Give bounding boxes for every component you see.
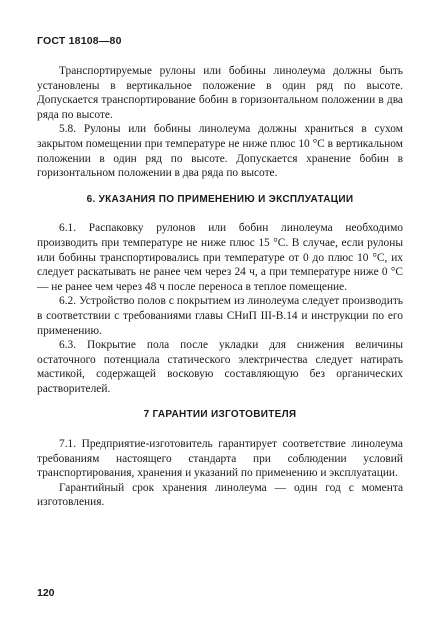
paragraph-6-2: 6.2. Устройство полов с покрытием из линолеума следует производить в соответствии с требованиями главы СНиП III-В.14 и инструкции по его применению. <box>37 295 403 337</box>
paragraph-warranty: Гарантийный срок хранения линолеума — один год с момента изготовления. <box>37 481 403 509</box>
document-header: ГОСТ 18108—80 <box>37 35 122 47</box>
section-6-title: 6. УКАЗАНИЯ ПО ПРИМЕНЕНИЮ И ЭКСПЛУАТАЦИИ <box>86 193 354 205</box>
paragraph-7-1: 7.1. Предприятие-изготовитель гарантирует соответствие линолеума требованиям настоящего стандарта при соблюдении условий транспортирования, хранения и указаний по применению и эксплуатации. <box>37 438 403 480</box>
paragraph-transport: Транспортируемые рулоны или бобины линолеума должны быть установлены в вертикальное положение в один ряд по высоте. Допускается транспортирование бобин в горизонтальном положении в два ряда по высоте. <box>37 65 403 121</box>
page-number: 120 <box>37 587 55 599</box>
document-body <box>37 64 403 510</box>
paragraph-5-8: 5.8. Рулоны или бобины линолеума должны храниться в сухом закрытом помещении при температуре не ниже плюс 10 °С в вертикальном положении в один ряд по высоте. Допускается хранение бобин в горизонтальном положении в два ряда по высоте. <box>37 123 403 180</box>
paragraph-6-1: 6.1. Распаковку рулонов или бобин линолеума необходимо производить при температуре не ниже плюс 15 °С. В случае, если рулоны или бобины транспортировались при температуре от 0 до плюс 10 °С, их следует раскатывать не ранее чем через 24 ч, а при температуре ниже 0 °С — не ранее чем через 48 ч после переноса в теплое помещение. <box>37 222 403 293</box>
section-7-title: 7 ГАРАНТИИ ИЗГОТОВИТЕЛЯ <box>143 409 297 421</box>
paragraph-6-3: 6.3. Покрытие пола после укладки для снижения величины остаточного потенциала статического электричества следует натирать мастикой, содержащей восковую составляющую без органических растворителей. <box>37 339 403 395</box>
